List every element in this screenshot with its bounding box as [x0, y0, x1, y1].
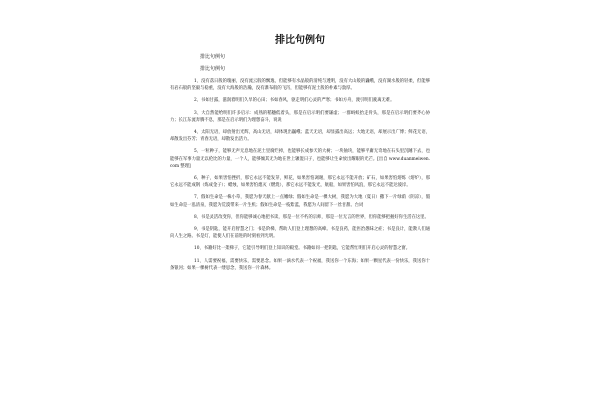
paragraph-9: 9、书是钥匙，能开启智慧之门；书是阶梯，帮助人们登上理想的高峰。书是良药，能医治愚昧之症；书是良计，能教人们通向人生之路。书是灯，能使人们在前进的时刻看到光明。 — [170, 227, 430, 240]
paragraph-6: 6、种子，如果害怕挫折，那它永远不能发芽，鲜花，如果害怕凋谢，那它永远不能开放；矿石，如果害怕熔炼（熔炉），那它永远不能成钢（炼成金子）；蜡烛，如果害怕熄灭（燃烧），那它永远不能发光，航船，如果害怕风浪，那它永远不能达彼岸。 — [170, 176, 430, 189]
paragraph-4: 4、太阳无语，却放射出光辉，高山无语，却体现出巍峨；蓝天无语，却显露出高远；大地无语，却展示出广博；鲜花无语，却散发出芬芳；青春无语，却散发出活力。 — [170, 130, 430, 143]
document-title: 排比句例句 — [275, 35, 325, 46]
paragraph-8: 8、书是灵活改变你，但你能够诚心地把书读，那是一位不朽的宗师，那是一位无言的世界，但你能够把握好你生活在这里。 — [194, 214, 429, 220]
paragraph-7: 7、假如生命是一株小草，我愿为春天献上一点嫩绿；假如生命是一棵大树，我愿为大地（夏日）撒下一片绿荫（阴凉），假如生命是一泓清泉，我愿为荒漠带来一片生机；假如生命是一枝紫蓝，我愿为人间留下一丝甘甜。台词 — [170, 195, 430, 208]
paragraph-10: 10、书籍好比一架梯子，它能引导明们登上知识的殿堂。书籍如同一把钥匙，它能帮忙明们开启心灵的智慧之窗。 — [194, 246, 411, 252]
paragraph-11: 11、人需要祝福，需要快乐，需要思念。如果一滴水代表一个祝福，我送你一个东海；如果一颗星代表一份快乐，我送你十条银河；如果一棵树代表一缕思念，我送你一片森林。 — [170, 258, 430, 271]
document-page — [170, 34, 430, 394]
document-subtitle-2: 排比句例句 — [200, 66, 226, 72]
paragraph-1: 1、没有落日般的瑰丽，没有流云般的飘逸，但能够有水晶般的清纯与透明，没有大山般的巍峨，没有湖水般的轻柔，但能够有岩石般的坚毅与稳重，没有大海般的浩瀚，没有瀑布般的飞泻，但能够有泥土般的朴素与敦厚。 — [170, 79, 430, 92]
paragraph-3: 3、大自然能给明们许多启示：成熟的稻穗低着头，那是在启示明们要谦虚；一群蚂蚁抬走骨头，那是在启示明们要齐心协力；长江东流奔腾不息，那是在启示明们为理想奋斗，说说 — [170, 110, 430, 123]
document-subtitle-1: 排比句例句 — [200, 54, 226, 60]
paragraph-2: 2、书如甘露，滋润着明们久旱的心田；书如春风，驱走明们心灵的严寒；书如方舟，渡引明们驶离无难。 — [194, 98, 395, 104]
paragraph-5: 5、一粒种子，能够无声无息地在泥土里腐烂掉，也能够长成参天的大树；一块铀块，能够平庸无奇地在石头里沉睡下去，也能够在军事力量无以伦比的力量，一个人，能够倾其无为地在世上辗混日子，也能够让生命放出耀眼的光芒。[出自 www.duanmeiwen.com 整理] — [170, 149, 430, 169]
